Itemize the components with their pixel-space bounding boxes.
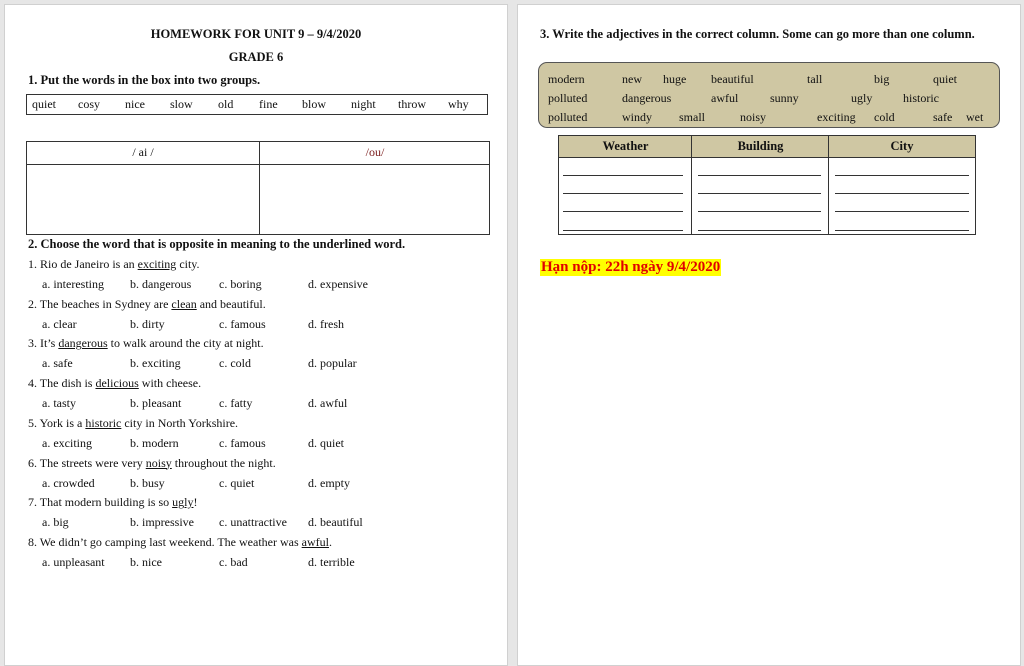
question-7 — [28, 495, 197, 510]
adjective: noisy — [740, 110, 767, 124]
underlined-word: historic — [85, 415, 122, 430]
answer-option: c. famous — [219, 435, 266, 450]
answer-option: c. bad — [219, 554, 248, 569]
column-divider — [691, 136, 692, 234]
question-number: 4. — [28, 376, 37, 391]
exercise-1-heading: 1. Put the words in the box into two groups. — [28, 73, 261, 87]
exercise-2-heading: 2. Choose the word that is opposite in meaning to the underlined word. — [28, 237, 406, 251]
question-text: throughout the night. — [171, 455, 276, 470]
answer-option: a. unpleasant — [42, 554, 105, 569]
answer-line[interactable] — [563, 175, 683, 176]
answer-option: a. clear — [42, 316, 77, 331]
question-number: 2. — [28, 296, 37, 311]
exercise-3-heading: 3. Write the adjectives in the correct column. Some can go more than one column. — [540, 27, 975, 41]
question-3 — [28, 336, 264, 351]
question-text: The dish is — [39, 376, 96, 391]
question-text: to walk around the city at night. — [107, 336, 264, 351]
answer-line[interactable] — [563, 230, 683, 231]
word-box — [26, 94, 488, 115]
question-5 — [28, 416, 238, 431]
question-text: with cheese. — [138, 376, 202, 391]
question-6 — [28, 456, 276, 471]
underlined-word: awful — [301, 534, 329, 549]
adjective: tall — [807, 72, 823, 86]
question-text: The streets were very — [39, 455, 146, 470]
worksheet-page-right — [517, 4, 1021, 666]
answer-option: a. big — [42, 515, 69, 530]
sound-groups-table — [26, 141, 490, 235]
adjective: cold — [874, 110, 895, 124]
adjective: modern — [548, 72, 585, 86]
word: slow — [170, 97, 193, 111]
adjective-columns-table — [558, 135, 976, 235]
answer-line[interactable] — [563, 193, 683, 194]
worksheet-page-left — [4, 4, 508, 666]
question-text: ! — [193, 495, 198, 510]
adjective: dangerous — [622, 91, 672, 105]
word: old — [218, 97, 234, 111]
question-text: It’s — [40, 336, 59, 351]
adjective: windy — [622, 110, 652, 124]
answer-option: d. quiet — [308, 435, 344, 450]
question-number: 8. — [28, 534, 37, 549]
underlined-word: delicious — [95, 376, 139, 391]
answer-option: b. pleasant — [130, 396, 182, 411]
adjective: historic — [903, 91, 939, 105]
answer-option: d. awful — [308, 396, 348, 411]
word: throw — [398, 97, 426, 111]
grade-label: GRADE 6 — [228, 50, 284, 64]
answer-line[interactable] — [835, 211, 969, 212]
answer-option: c. quiet — [219, 475, 255, 490]
answer-option: b. busy — [130, 475, 165, 490]
answer-option: a. interesting — [42, 277, 104, 291]
word: blow — [302, 97, 326, 111]
word: cosy — [78, 97, 100, 111]
adjective: huge — [663, 72, 687, 86]
question-number: 7. — [28, 495, 37, 510]
question-2 — [28, 297, 266, 312]
word: quiet — [32, 97, 56, 111]
question-text: city. — [176, 257, 200, 271]
answer-option: c. cold — [219, 356, 251, 371]
adjective: small — [679, 110, 705, 124]
answer-line[interactable] — [698, 193, 821, 194]
answer-option: d. empty — [308, 475, 350, 490]
answer-option: a. crowded — [42, 475, 95, 490]
underlined-word: noisy — [145, 455, 172, 470]
adjective: safe — [933, 110, 953, 124]
adjective: exciting — [817, 110, 856, 124]
answer-option: a. exciting — [42, 435, 92, 450]
word: nice — [125, 97, 145, 111]
adjective: sunny — [770, 91, 799, 105]
answer-line[interactable] — [698, 211, 821, 212]
adjective: quiet — [933, 72, 957, 86]
question-text: city in North Yorkshire. — [121, 415, 239, 430]
worksheet-title: HOMEWORK FOR UNIT 9 – 9/4/2020 — [150, 27, 362, 41]
column-divider — [828, 136, 829, 234]
underlined-word: exciting — [137, 257, 177, 271]
answer-line[interactable] — [698, 175, 821, 176]
answer-option: c. unattractive — [219, 515, 287, 530]
column-header-building: Building — [692, 136, 829, 158]
question-text: and beautiful. — [196, 296, 266, 311]
table-divider — [27, 164, 489, 165]
word: night — [351, 97, 376, 111]
question-number: 3. — [28, 336, 37, 351]
question-text: York is a — [39, 415, 86, 430]
answer-line[interactable] — [835, 193, 969, 194]
question-number: 1. — [28, 257, 37, 271]
answer-option: c. famous — [219, 316, 266, 331]
question-1 — [28, 257, 200, 272]
adjective: wet — [966, 110, 984, 124]
underlined-word: clean — [171, 296, 197, 311]
underlined-word: ugly — [172, 495, 194, 510]
word: why — [448, 97, 469, 111]
answer-line[interactable] — [835, 230, 969, 231]
answer-option: d. fresh — [308, 316, 344, 331]
answer-option: b. dangerous — [130, 277, 192, 291]
underlined-word: dangerous — [58, 336, 108, 351]
answer-line[interactable] — [698, 230, 821, 231]
question-4 — [28, 376, 201, 391]
adjective: new — [622, 72, 642, 86]
answer-option: b. impressive — [130, 515, 194, 530]
adjective: polluted — [548, 91, 588, 105]
question-number: 5. — [28, 415, 37, 430]
question-text: We didn’t go camping last weekend. The weather was — [39, 534, 302, 549]
adjective: beautiful — [711, 72, 754, 86]
answer-option: b. nice — [130, 554, 162, 569]
group-header-ai: / ai / — [132, 145, 154, 159]
word: fine — [259, 97, 278, 111]
answer-line[interactable] — [835, 175, 969, 176]
answer-option: d. expensive — [308, 277, 368, 291]
answer-option: a. safe — [42, 356, 73, 371]
question-text: The beaches in Sydney are — [39, 296, 172, 311]
answer-option: b. exciting — [130, 356, 181, 371]
table-divider — [259, 142, 260, 234]
deadline-note: Hạn nộp: 22h ngày 9/4/2020 — [541, 259, 721, 275]
question-text: Rio de Janeiro is an — [40, 257, 138, 271]
column-header-city: City — [829, 136, 975, 158]
question-text: That modern building is so — [39, 495, 173, 510]
question-number: 6. — [28, 455, 37, 470]
answer-option: d. beautiful — [308, 515, 363, 530]
answer-option: b. modern — [130, 435, 179, 450]
question-8 — [28, 535, 332, 550]
adjective: big — [874, 72, 890, 86]
answer-line[interactable] — [563, 211, 683, 212]
question-text: . — [328, 534, 332, 549]
answer-option: a. tasty — [42, 396, 76, 411]
adjective: polluted — [548, 110, 588, 124]
answer-option: d. terrible — [308, 554, 355, 569]
adjective-box — [538, 62, 1000, 128]
answer-option: b. dirty — [130, 316, 165, 331]
answer-option: c. boring — [219, 277, 262, 291]
column-header-weather: Weather — [559, 136, 692, 158]
adjective: awful — [711, 91, 739, 105]
adjective: ugly — [851, 91, 873, 105]
group-header-ou: /ou/ — [365, 145, 385, 159]
answer-option: c. fatty — [219, 396, 253, 411]
answer-option: d. popular — [308, 356, 357, 371]
